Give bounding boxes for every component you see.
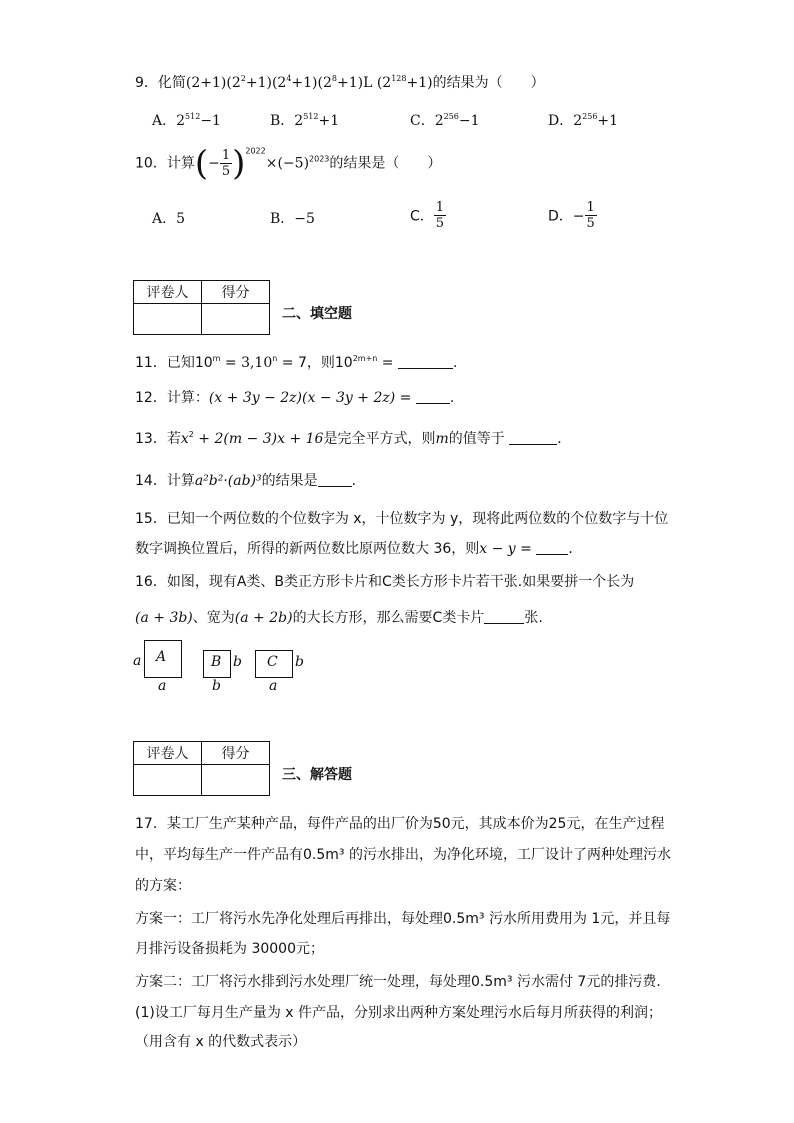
grader-cell[interactable] bbox=[134, 765, 202, 796]
q10-fraction: $\frac{1}{5}$ bbox=[221, 148, 231, 179]
q10-option-b: B．−5 bbox=[270, 211, 315, 227]
question-12: 12．计算：(x + 3y − 2z)(x − 3y + 2z) = . bbox=[135, 390, 455, 406]
question-13: 13．若$x^2 + 2(m - 3)x + 16$是完全平方式，则m的值等于 . bbox=[135, 430, 562, 447]
score-label: 得分 bbox=[202, 281, 270, 304]
card-c-side-bottom: a bbox=[269, 678, 278, 694]
card-a-label: A bbox=[156, 649, 167, 665]
q9-stem-suffix: 的结果为（ ） bbox=[432, 75, 545, 91]
card-b-side-right: b bbox=[233, 654, 242, 670]
answer-blank[interactable] bbox=[416, 389, 450, 404]
grader-label: 评卷人 bbox=[134, 742, 202, 765]
answer-blank[interactable] bbox=[318, 472, 352, 487]
answer-blank[interactable] bbox=[536, 540, 568, 555]
answer-blank[interactable] bbox=[484, 609, 524, 624]
question-14: 14．计算a²b²·(ab)³的结果是 . bbox=[135, 473, 357, 489]
question-9 bbox=[135, 72, 545, 92]
question-15-line-2: 数字调换位置后，所得的新两位数比原两位数大 36，则x − y = . bbox=[135, 541, 573, 557]
q10-stem-suffix: 的结果是（ ） bbox=[329, 155, 442, 172]
card-c-label: C bbox=[267, 654, 278, 670]
grader-table-2 bbox=[133, 741, 270, 796]
card-a-side-bottom: a bbox=[158, 678, 167, 694]
q9-option-c: C．$2^{256}-1$ bbox=[410, 112, 480, 129]
q10-option-a: A．5 bbox=[152, 211, 186, 227]
question-17-line-2: 中，平均每生产一件产品有0.5m³ 的污水排出，为净化环境，工厂设计了两种处理污水 bbox=[135, 847, 671, 863]
score-label: 得分 bbox=[202, 742, 270, 765]
question-17-line-8: （用含有 x 的代数式表示） bbox=[135, 1034, 307, 1050]
score-cell[interactable] bbox=[202, 765, 270, 796]
question-17-line-7: (1)设工厂每月生产量为 x 件产品，分别求出两种方案处理污水后每月所获得的利润； bbox=[135, 1005, 663, 1021]
q10-stem-prefix: 10．计算 bbox=[135, 155, 195, 172]
question-11: 11．已知$10^m = 3,10^n = 7$，则$10^{2m+n}$ = . bbox=[135, 354, 458, 371]
question-10: 10．计算(− $\frac{1}{5}$ )$^{2022}\times(-5)^{2023}$的结果是（ ） bbox=[135, 143, 442, 184]
answer-blank[interactable] bbox=[398, 354, 453, 369]
grader-label: 评卷人 bbox=[134, 281, 202, 304]
question-16-line-2: (a + 3b)、宽为(a + 2b)的大长方形，那么需要C类卡片 张. bbox=[135, 610, 543, 626]
question-17-line-5: 月排污设备损耗为 30000元； bbox=[135, 941, 324, 957]
card-a-side-left: a bbox=[133, 653, 142, 669]
question-17-line-1: 17．某工厂生产某种产品，每件产品的出厂价为50元，其成本价为25元，在生产过程 bbox=[135, 816, 665, 832]
q9-expression: $(2+1)(2^2+1)(2^4+1)(2^8+1)L$ $(2^{128}+1)$ bbox=[185, 74, 433, 91]
card-b-label: B bbox=[211, 654, 222, 670]
card-b-side-bottom: b bbox=[212, 678, 221, 694]
question-16-line-1: 16．如图，现有A类、B类正方形卡片和C类长方形卡片若干张.如果要拼一个长为 bbox=[135, 574, 635, 590]
question-17-line-3: 的方案： bbox=[135, 878, 191, 894]
q9-option-a: A．$2^{512}-1$ bbox=[152, 112, 221, 129]
question-17-line-4: 方案一：工厂将污水先净化处理后再排出，每处理0.5m³ 污水所用费用为 1元，并且每 bbox=[135, 911, 671, 927]
grader-cell[interactable] bbox=[134, 304, 202, 335]
question-17-line-6: 方案二：工厂将污水排到污水处理厂统一处理，每处理0.5m³ 污水需付 7元的排污费． bbox=[135, 974, 671, 990]
question-15-line-1: 15．已知一个两位数的个位数字为 x，十位数字为 y，现将此两位数的个位数字与十位 bbox=[135, 511, 669, 527]
q10-option-d: D．− $\frac{1}{5}$ bbox=[548, 200, 595, 231]
card-c-side-right: b bbox=[295, 654, 304, 670]
q9-option-b: B．$2^{512}+1$ bbox=[270, 112, 340, 129]
section-2-heading: 二、填空题 bbox=[282, 306, 352, 322]
answer-blank[interactable] bbox=[509, 430, 557, 445]
section-3-heading: 三、解答题 bbox=[282, 767, 352, 783]
q9-option-d: D．$2^{256}+1$ bbox=[548, 112, 619, 129]
grader-table-1 bbox=[133, 280, 270, 335]
q10-option-c: C． $\frac{1}{5}$ bbox=[410, 200, 445, 231]
q9-stem-prefix: 9．化简 bbox=[135, 75, 186, 91]
score-cell[interactable] bbox=[202, 304, 270, 335]
